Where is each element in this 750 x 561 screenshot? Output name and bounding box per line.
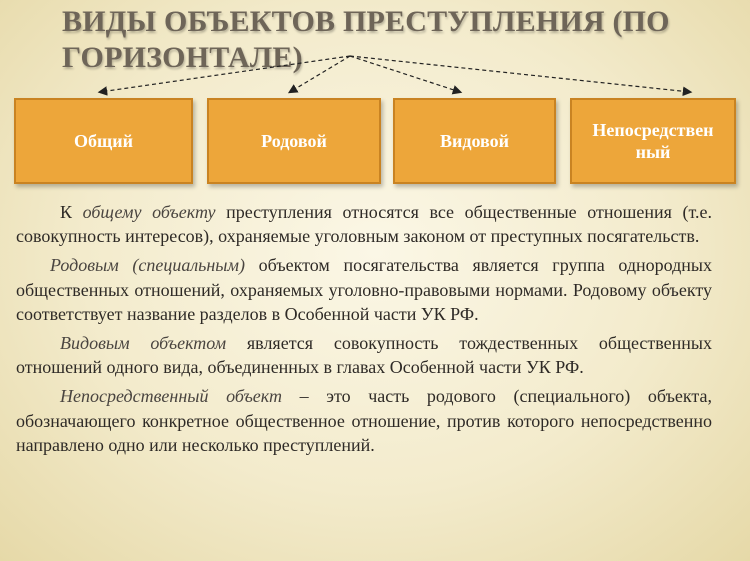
paragraph-general-term: общему объекту xyxy=(82,202,216,222)
arrow-to-general xyxy=(100,56,350,92)
paragraph-specific-text: является совокупность тождественных общественных отношений одного вида, объединенных в главах Особенной части УК РФ. xyxy=(16,333,712,378)
box-specific-label: Видовой xyxy=(439,131,509,151)
paragraph-direct-term: Непосредственный объект xyxy=(60,386,282,407)
paragraph-direct xyxy=(16,384,712,457)
diagram-arrows xyxy=(0,0,750,100)
box-specific xyxy=(393,98,556,184)
box-direct-label: Непосредствен ный xyxy=(592,120,714,162)
paragraph-general-text: преступления относятся все общественные отношения (т.е. совокупность интересов), охраняемые уголовным законом от преступных посягательств. xyxy=(16,202,713,247)
arrow-to-specific xyxy=(350,56,460,92)
box-generic xyxy=(207,98,381,184)
box-generic-label: Родовой xyxy=(261,131,327,151)
body-text xyxy=(16,200,712,462)
slide-title: ВИДЫ ОБЪЕКТОВ ПРЕСТУПЛЕНИЯ (ПО ГОРИЗОНТАЛЕ) xyxy=(62,5,670,74)
paragraph-direct-text: – это часть родового (специального) объекта, обозначающего конкретное общественное отношение, против которого непосредственно направлено одно или несколько преступлений. xyxy=(16,386,712,455)
box-direct xyxy=(570,98,736,184)
box-general-label: Общий xyxy=(74,131,133,151)
paragraph-generic xyxy=(16,253,712,326)
paragraph-generic-text: объектом посягательства является группа однородных общественных отношений, охраняемых уголовно-правовыми нормами. Родовому объекту соответствует название разделов в Особенной части УК РФ. xyxy=(16,255,712,324)
paragraph-specific-term: Видовым объектом xyxy=(60,333,227,354)
paragraph-generic-term: Родовым (специальным) xyxy=(50,255,245,276)
box-general xyxy=(14,98,193,184)
arrow-to-generic xyxy=(290,56,350,92)
paragraph-general xyxy=(16,200,712,248)
paragraph-specific xyxy=(16,331,712,379)
arrow-to-direct xyxy=(350,56,690,92)
paragraph-general-lead: К xyxy=(60,202,73,222)
